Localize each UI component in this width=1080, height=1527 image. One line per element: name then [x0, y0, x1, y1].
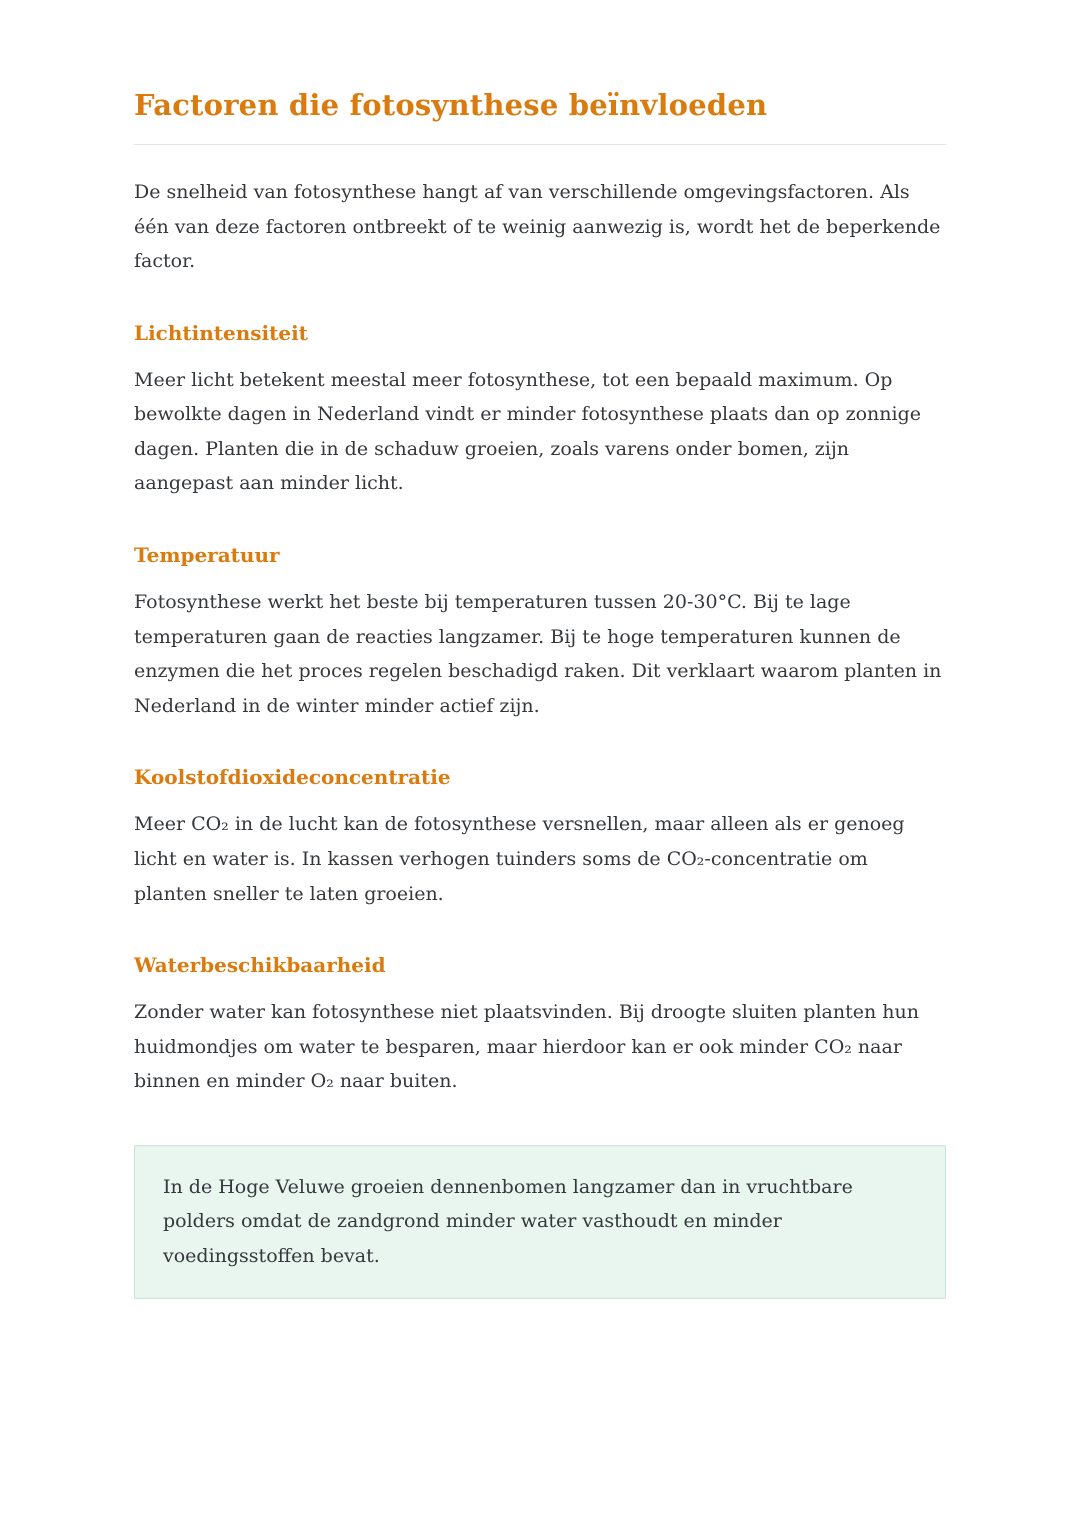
section-paragraph: Fotosynthese werkt het beste bij temperaturen tussen 20-30°C. Bij te lage temperaturen gaan de reacties langzamer. Bij te hoge temperaturen kunnen de enzymen die het proces regelen beschadigd raken. Dit verklaart waarom planten in Nederland in de winter minder actief zijn. [134, 591, 942, 717]
section-waterbeschikbaarheid [134, 953, 946, 1099]
callout-text: In de Hoge Veluwe groeien dennenbomen langzamer dan in vruchtbare polders omdat de zandgrond minder water vasthoudt en minder voedingsstoffen bevat. [163, 1175, 853, 1267]
section-lichtintensiteit [134, 321, 946, 501]
section-heading-lichtintensiteit: Lichtintensiteit [134, 320, 308, 345]
article-content [134, 0, 946, 1299]
section-paragraph: Zonder water kan fotosynthese niet plaatsvinden. Bij droogte sluiten planten hun huidmondjes om water te besparen, maar hierdoor kan er ook minder CO₂ naar binnen en minder O₂ naar buiten. [134, 1001, 919, 1093]
section-heading-koolstofdioxideconcentratie: Koolstofdioxideconcentratie [134, 765, 451, 790]
page-title: Factoren die fotosynthese beïnvloeden [134, 88, 946, 145]
section-paragraph: Meer licht betekent meestal meer fotosynthese, tot een bepaald maximum. Op bewolkte dagen in Nederland vindt er minder fotosynthese plaats dan op zonnige dagen. Planten die in de schaduw groeien, zoals varens onder bomen, zijn aangepast aan minder licht. [134, 368, 922, 495]
section-temperatuur [134, 543, 946, 723]
section-paragraph: Meer CO₂ in de lucht kan de fotosynthese versnellen, maar alleen als er genoeg licht en water is. In kassen verhogen tuinders soms de CO₂-concentratie om planten sneller te laten groeien. [134, 813, 905, 905]
intro-paragraph: De snelheid van fotosynthese hangt af van verschillende omgevingsfactoren. Als één van deze factoren ontbreekt of te weinig aanwezig is, wordt het de beperkende factor. [134, 181, 941, 273]
section-koolstofdioxideconcentratie [134, 765, 946, 911]
section-heading-temperatuur: Temperatuur [134, 543, 280, 568]
info-callout [134, 1145, 946, 1299]
section-heading-waterbeschikbaarheid: Waterbeschikbaarheid [134, 953, 386, 978]
